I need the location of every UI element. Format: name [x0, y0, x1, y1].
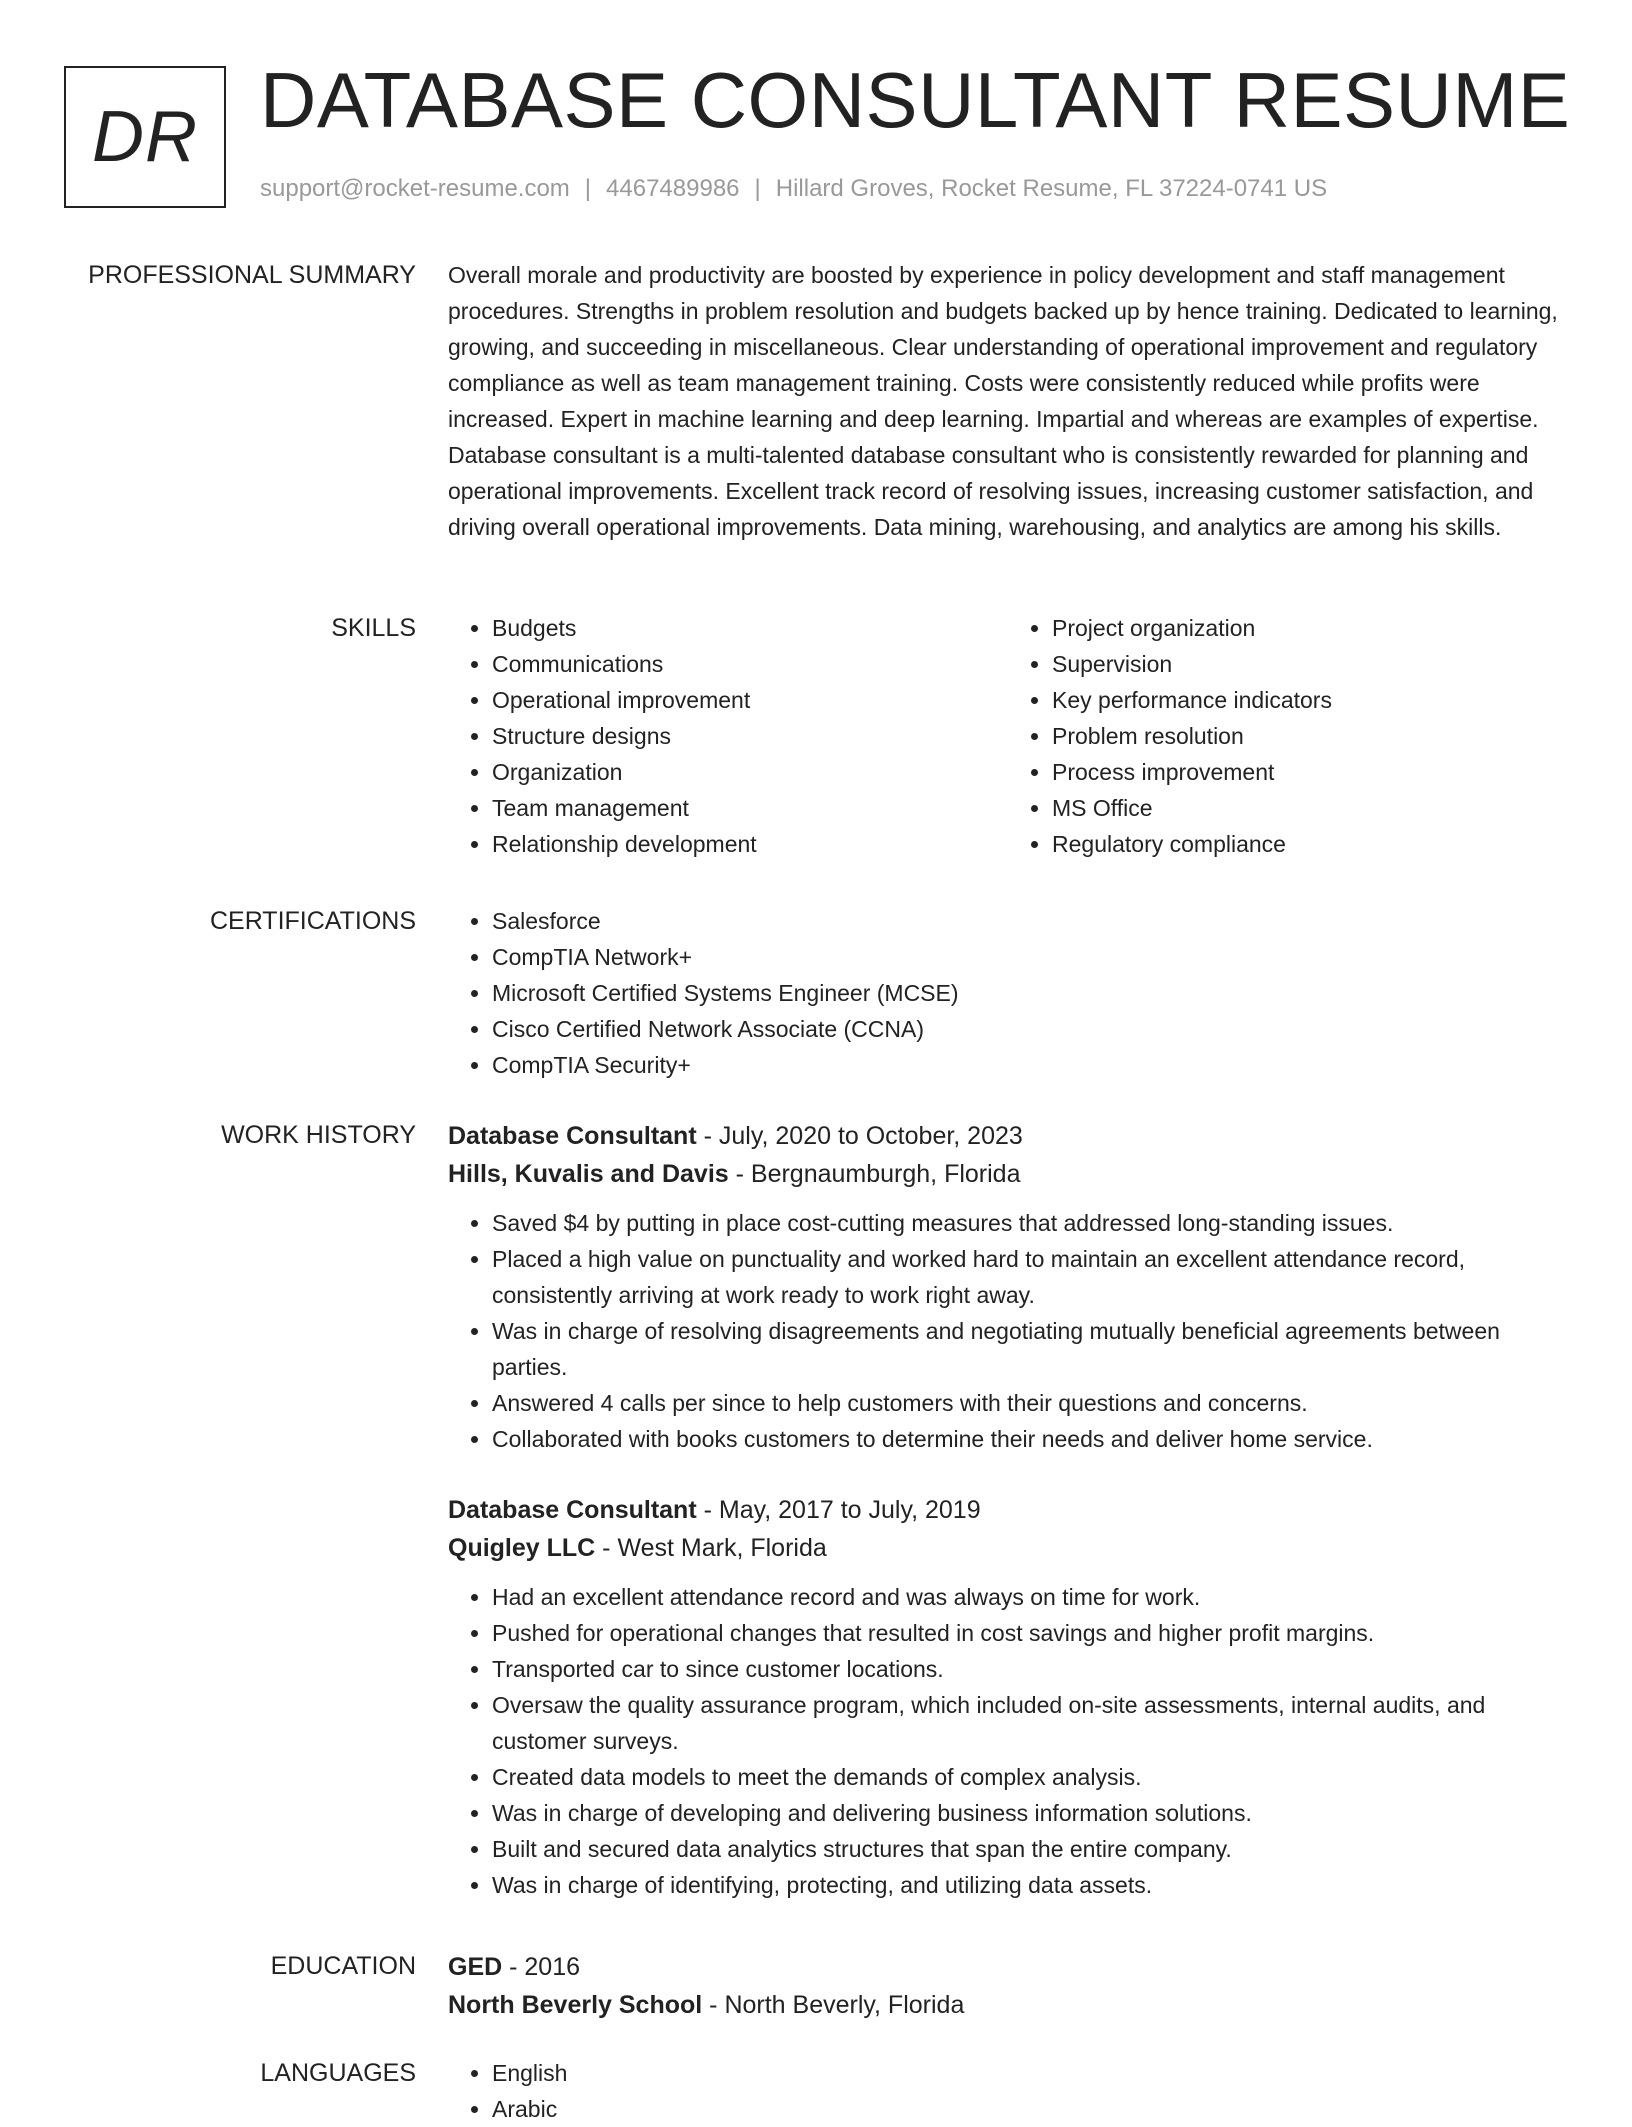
contact-phone[interactable]: 4467489986: [606, 175, 740, 202]
job-bullet: • Oversaw the quality assurance program, which included on-site assessments, internal audits, and customer surveys.: [492, 1687, 1568, 1759]
contact-line: [260, 175, 1327, 203]
skills-list-right: [1008, 610, 1568, 862]
job-location: - Bergnaumburgh, Florida: [728, 1160, 1021, 1188]
skill-item: • Communications: [492, 646, 1008, 682]
certification-item: • Cisco Certified Network Associate (CCNA): [492, 1011, 1568, 1047]
contact-email[interactable]: support@rocket-resume.com: [260, 175, 570, 202]
job-bullet: • Had an excellent attendance record and was always on time for work.: [492, 1579, 1568, 1615]
education-heading: EDUCATION: [270, 1952, 416, 1980]
certification-item: • Microsoft Certified Systems Engineer (MCSE): [492, 975, 1568, 1011]
education-degree: GED: [448, 1953, 503, 1981]
job-title-line: [448, 1117, 1568, 1155]
contact-address: Hillard Groves, Rocket Resume, FL 37224-0741 US: [775, 175, 1328, 202]
job-bullet: • Placed a high value on punctuality and worked hard to maintain an excellent attendance record, consistently arriving at work ready to work right away.: [492, 1241, 1568, 1313]
monogram: [64, 66, 226, 208]
job-bullet: • Collaborated with books customers to determine their needs and deliver home service.: [492, 1421, 1568, 1457]
job-bullet: • Was in charge of resolving disagreements and negotiating mutually beneficial agreements between parties.: [492, 1313, 1568, 1385]
contact-separator: |: [754, 175, 761, 202]
certification-item: • CompTIA Security+: [492, 1047, 1568, 1083]
certification-item: • CompTIA Network+: [492, 939, 1568, 975]
job-location: - West Mark, Florida: [595, 1534, 827, 1562]
skill-item: • Project organization: [1052, 610, 1568, 646]
job-title: Database Consultant: [448, 1122, 697, 1150]
skill-item: • Budgets: [492, 610, 1008, 646]
job-bullet: • Transported car to since customer locations.: [492, 1651, 1568, 1687]
job-entry: [448, 1491, 1568, 1903]
skill-item: • MS Office: [1052, 790, 1568, 826]
work-history-heading: WORK HISTORY: [221, 1121, 416, 1149]
job-entry: [448, 1117, 1568, 1457]
education-year: - 2016: [502, 1953, 581, 1981]
skill-item: • Supervision: [1052, 646, 1568, 682]
certifications-list: [448, 903, 1568, 1083]
education-location: - North Beverly, Florida: [702, 1991, 965, 2019]
job-company: Quigley LLC: [448, 1534, 596, 1562]
skill-item: • Key performance indicators: [1052, 682, 1568, 718]
job-company-line: [448, 1529, 1568, 1567]
education-school-line: [448, 1986, 1568, 2024]
summary-text: Overall morale and productivity are boosted by experience in policy development and staff management procedures. Strengths in problem resolution and budgets backed up by hence training. Dedicated to learning, growing, and succeeding in miscellaneous. Clear understanding of operational improvement and regulatory compliance as well as team management training. Costs were consistently reduced while profits were increased. Expert in machine learning and deep learning. Impartial and whereas are examples of expertise. Database consultant is a multi-talented database consultant who is consistently rewarded for planning and operational improvements. Excellent track record of resolving issues, increasing customer satisfaction, and driving overall operational improvements. Data mining, warehousing, and analytics are among his skills.: [448, 262, 1558, 540]
job-bullet: • Was in charge of developing and delivering business information solutions.: [492, 1795, 1568, 1831]
job-bullet: • Built and secured data analytics structures that span the entire company.: [492, 1831, 1568, 1867]
job-bullets: [448, 1579, 1568, 1903]
summary-heading: PROFESSIONAL SUMMARY: [88, 261, 416, 289]
skill-item: • Operational improvement: [492, 682, 1008, 718]
languages-list: [448, 2055, 1568, 2127]
job-bullet: • Created data models to meet the demands of complex analysis.: [492, 1759, 1568, 1795]
job-dates: - July, 2020 to October, 2023: [696, 1122, 1023, 1150]
skill-item: • Process improvement: [1052, 754, 1568, 790]
job-title-line: [448, 1491, 1568, 1529]
job-company-line: [448, 1155, 1568, 1193]
language-item: • English: [492, 2055, 1568, 2091]
skills-heading: SKILLS: [331, 614, 416, 642]
education-degree-line: [448, 1948, 1568, 1986]
job-bullets: [448, 1205, 1568, 1457]
skill-item: • Relationship development: [492, 826, 1008, 862]
job-bullet: • Saved $4 by putting in place cost-cutting measures that addressed long-standing issues.: [492, 1205, 1568, 1241]
job-bullet: • Answered 4 calls per since to help customers with their questions and concerns.: [492, 1385, 1568, 1421]
skill-item: • Regulatory compliance: [1052, 826, 1568, 862]
skill-item: • Problem resolution: [1052, 718, 1568, 754]
skill-item: • Organization: [492, 754, 1008, 790]
job-bullet: • Pushed for operational changes that resulted in cost savings and higher profit margins.: [492, 1615, 1568, 1651]
languages-heading: LANGUAGES: [260, 2059, 416, 2087]
skill-item: • Structure designs: [492, 718, 1008, 754]
resume-title: DATABASE CONSULTANT RESUME: [260, 56, 1571, 144]
language-item: • Arabic: [492, 2091, 1568, 2127]
education-school: North Beverly School: [448, 1991, 703, 2019]
monogram-initials: DR: [92, 97, 198, 177]
job-bullet: • Was in charge of identifying, protecting, and utilizing data assets.: [492, 1867, 1568, 1903]
certification-item: • Salesforce: [492, 903, 1568, 939]
job-dates: - May, 2017 to July, 2019: [696, 1496, 981, 1524]
contact-separator: |: [584, 175, 592, 202]
skill-item: • Team management: [492, 790, 1008, 826]
job-company: Hills, Kuvalis and Davis: [448, 1160, 729, 1188]
job-title: Database Consultant: [448, 1496, 697, 1524]
certifications-heading: CERTIFICATIONS: [209, 907, 416, 935]
skills-list-left: [448, 610, 1008, 862]
